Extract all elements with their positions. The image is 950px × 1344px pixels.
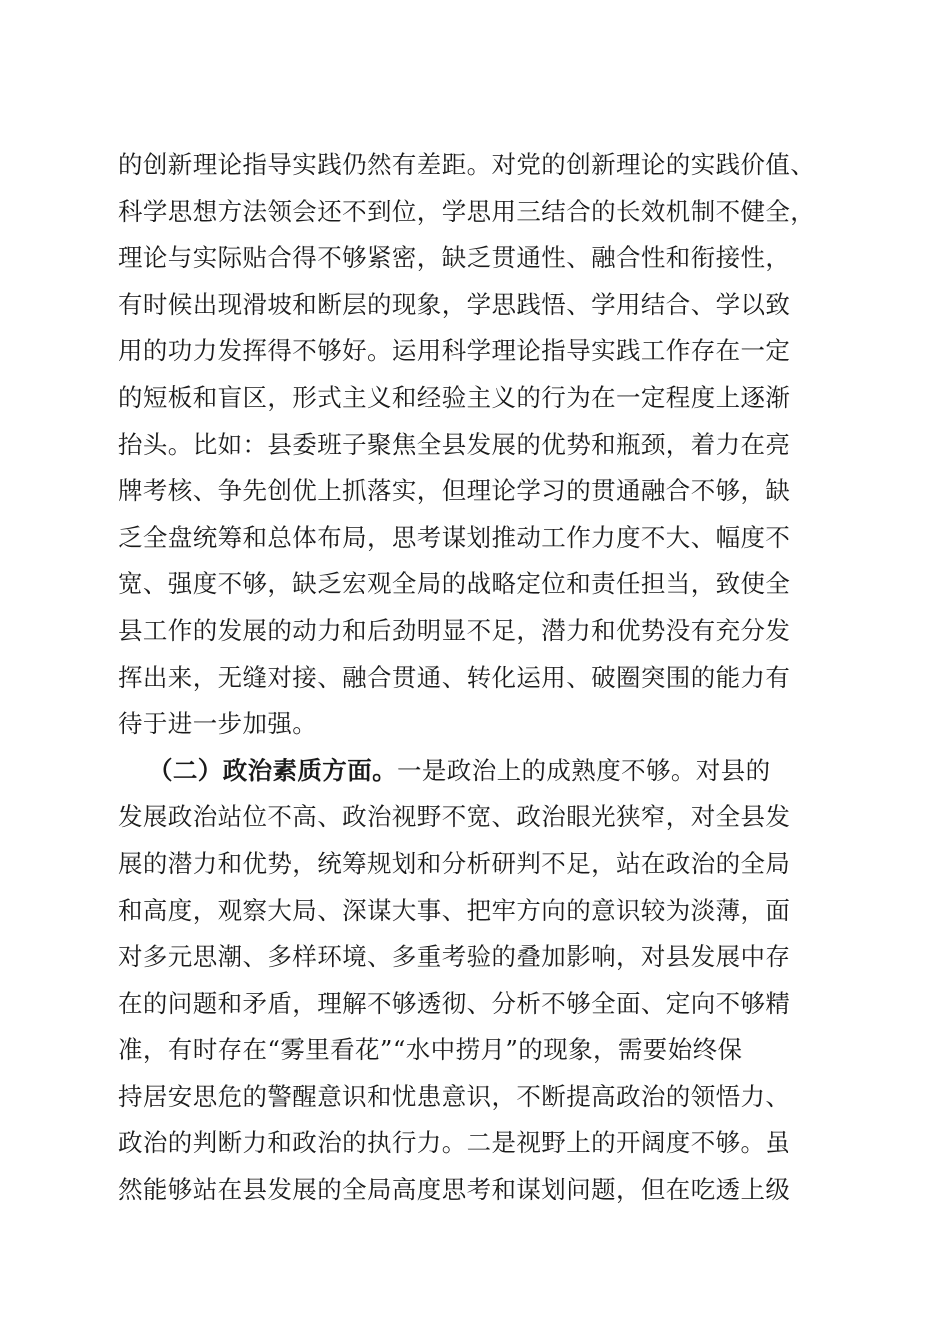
text-line: 展的潜力和优势，统筹规划和分析研判不足，站在政治的全局 <box>118 848 791 878</box>
text-line: 的创新理论指导实践仍然有差距。对党的创新理论的实践价值、 <box>118 150 816 179</box>
text-line: 政治的判断力和政治的执行力。二是视野上的开阔度不够。虽 <box>118 1128 791 1158</box>
text-line: 理论与实际贴合得不够紧密，缺乏贯通性、融合性和衔接性， <box>118 243 791 273</box>
section-first-line <box>118 748 838 795</box>
text-line: 在的问题和矛盾，理解不够透彻、分析不够全面、定向不够精 <box>118 988 791 1018</box>
text-line: 然能够站在县发展的全局高度思考和谋划问题，但在吃透上级 <box>118 1175 791 1205</box>
text-line: 有时候出现滑坡和断层的现象，学思践悟、学用结合、学以致 <box>118 289 791 319</box>
section-heading: （二）政治素质方面。 <box>148 755 397 785</box>
text-line: 准，有时存在“雾里看花”“水中捞月”的现象，需要始终保 <box>118 1035 743 1065</box>
text-line: 抬头。比如：县委班子聚焦全县发展的优势和瓶颈，着力在亮 <box>118 429 791 459</box>
text-line: 发展政治站位不高、政治视野不宽、政治眼光狭窄，对全县发 <box>118 802 791 832</box>
text-line: 科学思想方法领会还不到位，学思用三结合的长效机制不健全， <box>118 196 816 226</box>
text-line: 牌考核、争先创优上抓落实，但理论学习的贯通融合不够，缺 <box>118 476 791 506</box>
text-line: 挥出来，无缝对接、融合贯通、转化运用、破圈突围的能力有 <box>118 662 791 692</box>
text-line: 持居安思危的警醒意识和忧患意识，不断提高政治的领悟力、 <box>118 1081 791 1111</box>
body-text <box>118 142 838 1214</box>
text-line: 和高度，观察大局、深谋大事、把牢方向的意识较为淡薄，面 <box>118 895 791 925</box>
text-line: 县工作的发展的动力和后劲明显不足，潜力和优势没有充分发 <box>118 615 791 645</box>
text-line: 乏全盘统筹和总体布局，思考谋划推动工作力度不大、幅度不 <box>118 522 791 552</box>
text-line: 的短板和盲区，形式主义和经验主义的行为在一定程度上逐渐 <box>118 382 791 412</box>
text-line: 用的功力发挥得不够好。运用科学理论指导实践工作存在一定 <box>118 336 791 366</box>
text-line: 对多元思潮、多样环境、多重考验的叠加影响，对县发展中存 <box>118 942 791 972</box>
text-line: 待于进一步加强。 <box>118 709 318 739</box>
text-span: 一是政治上的成熟度不够。对县的 <box>397 755 771 785</box>
text-line: 宽、强度不够，缺乏宏观全局的战略定位和责任担当，致使全 <box>118 569 791 599</box>
